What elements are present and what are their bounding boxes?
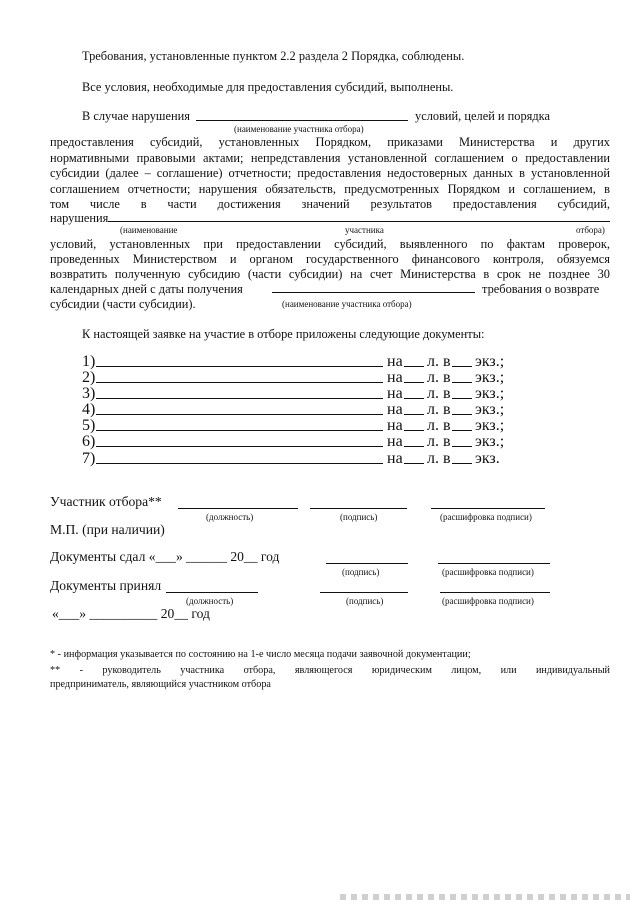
document-row [82, 450, 522, 466]
document-number: 7) [82, 450, 96, 467]
pages-prefix: на [387, 369, 403, 386]
conditions-line: Все условия, необходимые для предоставления субсидий, выполнены. [82, 80, 454, 94]
caption-word: участника [345, 225, 384, 235]
participant-label: Участник отбора** [50, 494, 162, 509]
pages-prefix: на [387, 401, 403, 418]
pages-blank [404, 430, 424, 431]
date-line: «___» __________ 20__ год [52, 606, 210, 621]
document-name-blank [96, 463, 383, 464]
position-blank-2 [166, 592, 258, 593]
pages-prefix: на [387, 353, 403, 370]
position-blank [178, 508, 298, 509]
footnote-3: предприниматель, являющийся участником отбора [50, 679, 271, 690]
document-number: 2) [82, 369, 96, 386]
documents-accepted-label: Документы принял [50, 578, 162, 593]
pages-prefix: на [387, 450, 403, 467]
signature-blank [310, 508, 407, 509]
decode-blank [431, 508, 545, 509]
paragraph-line: субсидии (далее – соглашение) отчетности; предоставления недостоверных данных в установленной [50, 166, 610, 180]
pages-blank [404, 463, 424, 464]
paragraph-line: проведенных Министерством и органом государственного финансового контроля, обязуемся [50, 252, 610, 266]
copies-label: экз.; [475, 385, 505, 402]
paragraph-line: календарных дней с даты получения [50, 282, 243, 296]
participant-name-caption-2: (наименование участника отбора) [282, 299, 412, 309]
document-name-blank [96, 414, 383, 415]
pages-label: л. в [427, 401, 451, 418]
position-caption-2: (должность) [186, 596, 234, 606]
copies-blank [452, 430, 472, 431]
caption-word: отбора) [576, 225, 605, 235]
pages-label: л. в [427, 417, 451, 434]
violation-text-b: условий, целей и порядка [415, 109, 551, 123]
copies-blank [452, 382, 472, 383]
decode-caption: (расшифровка подписи) [440, 512, 532, 522]
copies-label: экз.; [475, 433, 505, 450]
position-caption: (должность) [206, 512, 254, 522]
copies-blank [452, 398, 472, 399]
signature-caption-3: (подпись) [346, 596, 384, 606]
document-name-blank [96, 366, 383, 367]
signature-blank-3 [320, 592, 408, 593]
participant-name-blank-3 [272, 292, 475, 293]
signature-blank-2 [326, 563, 408, 564]
pages-blank [404, 414, 424, 415]
document-name-blank [96, 430, 383, 431]
footnote-2: ** - руководитель участника отбора, являющегося юридическим лицом, или индивидуальный [50, 665, 610, 676]
caption-word: (наименование [120, 225, 178, 235]
paragraph-line: возвратить полученную субсидию (части субсидии) на счет Министерства в срок не позднее 30 [50, 267, 610, 281]
document-number: 3) [82, 385, 96, 402]
paragraph-line: нарушения [50, 211, 109, 225]
copies-label: экз.; [475, 353, 505, 370]
pages-label: л. в [427, 353, 451, 370]
document-row [82, 417, 522, 433]
documents-handed-line: Документы сдал «___» ______ 20__ год [50, 549, 280, 564]
copies-blank [452, 446, 472, 447]
document-name-blank [96, 446, 383, 447]
document-number: 4) [82, 401, 96, 418]
pages-blank [404, 366, 424, 367]
stamp-label: М.П. (при наличии) [50, 522, 165, 537]
footnote-1: * - информация указывается по состоянию на 1-е число месяца подачи заявочной документации; [50, 649, 471, 660]
copies-blank [452, 414, 472, 415]
document-row [82, 369, 522, 385]
paragraph-line: субсидии (части субсидии). [50, 297, 196, 311]
decode-caption-3: (расшифровка подписи) [442, 596, 534, 606]
violation-text-a: В случае нарушения [82, 109, 190, 123]
paragraph-line: том числе в части достижения значений результатов предоставления субсидий, [50, 197, 610, 211]
participant-name-caption: (наименование участника отбора) [234, 124, 364, 134]
paragraph-line: соглашением отчетности; нарушения обязательств, предусмотренных Порядком и соглашением, в [50, 182, 610, 196]
decode-blank-3 [440, 592, 550, 593]
signature-caption: (подпись) [340, 512, 378, 522]
document-name-blank [96, 382, 383, 383]
paragraph-line: нормативными правовыми актами; непредставления установленной соглашением о предоставлении [50, 151, 610, 165]
attached-documents-heading: К настоящей заявке на участие в отборе приложены следующие документы: [82, 327, 485, 341]
pages-prefix: на [387, 433, 403, 450]
document-name-blank [96, 398, 383, 399]
scan-edge-artifact [340, 894, 630, 900]
copies-label: экз.; [475, 401, 505, 418]
copies-label: экз.; [475, 417, 505, 434]
signature-caption-2: (подпись) [342, 567, 380, 577]
copies-label: экз. [475, 450, 500, 467]
document-row [82, 401, 522, 417]
pages-label: л. в [427, 450, 451, 467]
requirements-line: Требования, установленные пунктом 2.2 раздела 2 Порядка, соблюдены. [82, 49, 465, 63]
pages-label: л. в [427, 385, 451, 402]
pages-prefix: на [387, 385, 403, 402]
copies-blank [452, 366, 472, 367]
paragraph-line: предоставления субсидий, установленных Порядком, приказами Министерства и других [50, 135, 610, 149]
pages-label: л. в [427, 369, 451, 386]
pages-blank [404, 398, 424, 399]
paragraph-line: требования о возврате [482, 282, 600, 296]
document-row [82, 385, 522, 401]
participant-name-blank [196, 120, 408, 121]
pages-prefix: на [387, 417, 403, 434]
document-row [82, 353, 522, 369]
document-number: 5) [82, 417, 96, 434]
paragraph-line: условий, установленных при предоставлении субсидий, выявленного по фактам проверок, [50, 237, 610, 251]
copies-blank [452, 463, 472, 464]
document-number: 1) [82, 353, 96, 370]
pages-blank [404, 382, 424, 383]
copies-label: экз.; [475, 369, 505, 386]
decode-caption-2: (расшифровка подписи) [442, 567, 534, 577]
document-row [82, 433, 522, 449]
document-number: 6) [82, 433, 96, 450]
pages-label: л. в [427, 433, 451, 450]
participant-name-blank-2 [108, 221, 610, 222]
pages-blank [404, 446, 424, 447]
decode-blank-2 [438, 563, 550, 564]
